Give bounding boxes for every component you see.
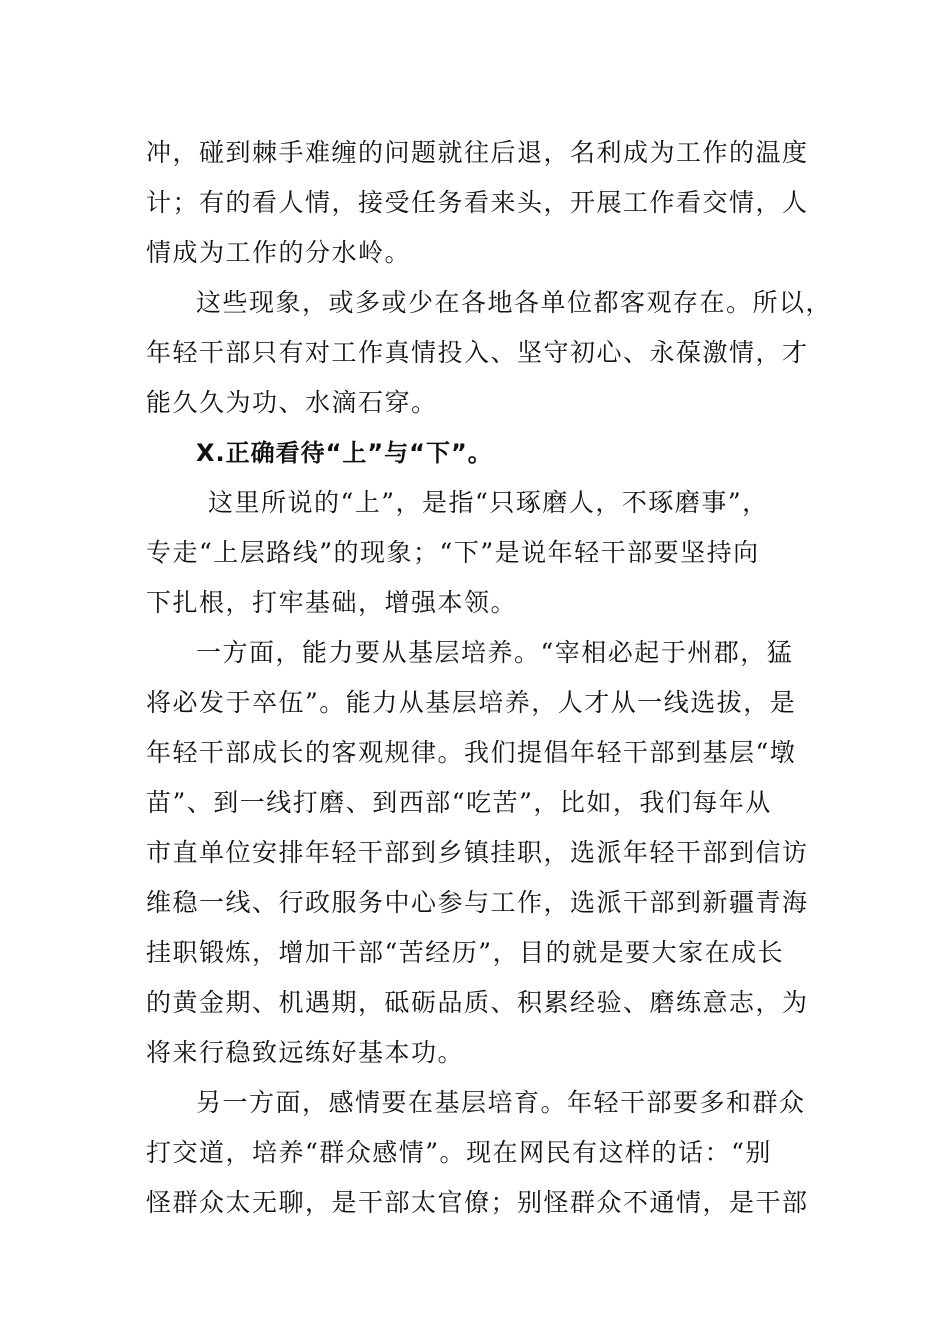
paragraph-line: 下扎根，打牢基础，增强本领。: [146, 588, 518, 617]
paragraph-line: 一方面，能力要从基层培养。“宰相必起于州郡，猛: [196, 638, 794, 667]
paragraph-line: 年轻干部成长的客观规律。我们提倡年轻干部到基层“墩: [146, 738, 797, 767]
paragraph-line: 能久久为功、水滴石穿。: [146, 388, 438, 417]
paragraph-line: 另一方面，感情要在基层培育。年轻干部要多和群众: [196, 1088, 806, 1117]
paragraph-line: 的黄金期、机遇期，砥砺品质、积累经验、磨练意志，为: [146, 988, 809, 1017]
paragraph-line: 冲，碰到棘手难缠的问题就往后退，名利成为工作的温度: [146, 138, 809, 167]
paragraph-line: 市直单位安排年轻干部到乡镇挂职，选派年轻干部到信访: [146, 838, 809, 867]
paragraph-line: 情成为工作的分水岭。: [146, 238, 412, 267]
paragraph-line: 挂职锻炼，增加干部“苦经历”，目的就是要大家在成长: [146, 938, 785, 967]
paragraph-line: 这些现象，或多或少在各地各单位都客观存在。所以，: [196, 288, 833, 317]
paragraph-line: 这里所说的“上”，是指“只琢磨人，不琢磨事”，: [208, 488, 769, 517]
paragraph-line: 打交道，培养“群众感情”。现在网民有这样的话：“别: [146, 1138, 772, 1167]
paragraph-line: 将来行稳致远练好基本功。: [146, 1038, 465, 1067]
paragraph-line: 怪群众太无聊，是干部太官僚；别怪群众不通情，是干部: [146, 1188, 809, 1217]
paragraph-line: 苗”、到一线打磨、到西部“吃苦”，比如，我们每年从: [146, 788, 772, 817]
paragraph-line: 维稳一线、行政服务中心参与工作，选派干部到新疆青海: [146, 888, 809, 917]
paragraph-line: 年轻干部只有对工作真情投入、坚守初心、永葆激情，才: [146, 338, 809, 367]
paragraph-line: 计；有的看人情，接受任务看来头，开展工作看交情，人: [146, 188, 809, 217]
paragraph-line: 专走“上层路线”的现象；“下”是说年轻干部要坚持向: [146, 538, 760, 567]
paragraph-line: 将必发于卒伍”。能力从基层培养，人才从一线选拔，是: [146, 688, 797, 717]
section-heading: X.正确看待“上”与“下”。: [196, 439, 493, 467]
